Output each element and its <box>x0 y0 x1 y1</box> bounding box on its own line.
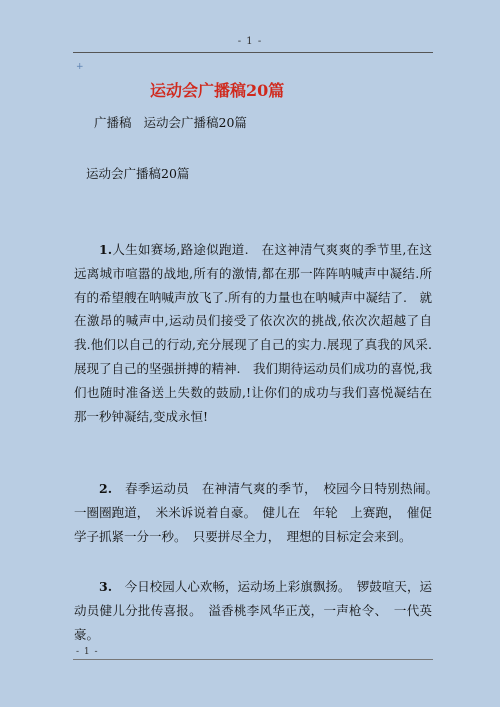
paragraph-3-number: 3. <box>99 579 113 594</box>
footer-page-number: - 1 - <box>76 647 99 657</box>
paragraph-2-text: 春季运动员 在神清气爽的季节， 校园今日特别热闹。 一圈圈跑道， 米米诉说着自豪。 健儿在 年轮 上赛跑， 催促学子抓紧一分一秒。 只要拼尽全力， 理想的目标定会来到。 <box>74 481 445 544</box>
paragraph-3 <box>74 575 432 646</box>
paragraph-2-number: 2. <box>99 481 113 496</box>
document-subtitle <box>94 113 247 131</box>
paragraph-1-number: 1. <box>99 242 113 257</box>
paragraph-3-text: 今日校园人心欢畅，运动场上彩旗飘扬。 锣鼓喧天，运动员健儿分批传喜报。 溢香桃李风华正茂，一声枪令、 一代英豪。 <box>74 579 432 642</box>
corner-plus-icon: + <box>76 62 84 72</box>
paragraph-1-text: 人生如赛场,路途似跑道. 在这神清气爽爽的季节里,在这远离城市喧嚣的战地,所有的激情,都在那一阵阵呐喊声中凝结.所有的希望艘在呐喊声放飞了.所有的力量也在呐喊声中凝结了. 就在激昂的喊声中,运动员们接受了依次次的挑战,依次次超越了自我.他们以自己的行动,充分展现了自己的实力.展现了真我的风采.展现了自己的坚强拼搏的精神. 我们期待运动员们成功的喜悦,我们也随时准备送上失数的鼓励,!让你们的成功与我们喜悦凝结在那一秒钟凝结,变成永恒! <box>74 242 432 424</box>
subtitle-category: 广播稿 <box>94 115 132 130</box>
paragraph-1 <box>74 238 432 428</box>
subtitle-name: 运动会广播稿20篇 <box>143 115 247 130</box>
section-heading: 运动会广播稿20篇 <box>86 166 190 181</box>
header-page-number: - 1 - <box>237 36 263 47</box>
footer-divider <box>73 659 433 660</box>
paragraph-2 <box>74 477 445 548</box>
header-divider <box>73 52 433 53</box>
document-title: 运动会广播稿20篇 <box>150 81 285 100</box>
